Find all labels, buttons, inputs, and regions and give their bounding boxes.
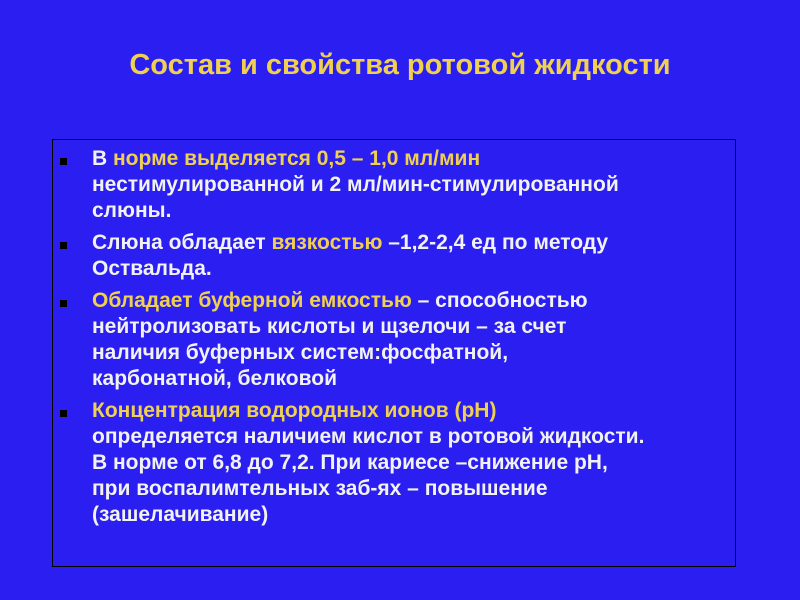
- bullet-text: при воспалимтельных заб-ях – повышение: [92, 477, 548, 500]
- bullet-text: карбонатной, белковой: [92, 367, 337, 390]
- bullet-line: [92, 450, 733, 476]
- bullet-text: слюны.: [92, 199, 172, 222]
- bullet-line: [92, 340, 733, 366]
- square-bullet-icon: [60, 410, 67, 417]
- bullet-line: [92, 502, 733, 528]
- bullet-line: [92, 256, 733, 282]
- bullet-line: [92, 424, 733, 450]
- bullet-line: [92, 288, 733, 314]
- bullet-line: [92, 476, 733, 502]
- square-bullet-icon: [60, 158, 67, 165]
- bullet-item: [57, 288, 733, 392]
- bullet-list: [57, 146, 733, 534]
- bullet-text: наличия буферных систем:фосфатной,: [92, 341, 509, 364]
- bullet-item: [57, 230, 733, 282]
- highlighted-text: Обладает буферной емкостью: [92, 289, 412, 312]
- bullet-text: определяется наличием кислот в ротовой жидкости.: [92, 425, 645, 448]
- highlighted-text: вязкостью: [271, 231, 389, 254]
- slide-title: Состав и свойства ротовой жидкости: [129, 49, 671, 81]
- bullet-text: В норме от 6,8 до 7,2. При кариесе –снижение рН,: [92, 451, 608, 474]
- bullet-line: [92, 146, 733, 172]
- bullet-line: [92, 314, 733, 340]
- bullet-text: –1,2-2,4 ед по методу: [388, 231, 609, 254]
- bullet-text: (зашелачивание): [92, 503, 269, 526]
- square-bullet-icon: [60, 242, 67, 249]
- bullet-text: нестимулированной и 2 мл/мин-стимулированной: [92, 173, 619, 196]
- bullet-text: Слюна обладает: [92, 231, 272, 254]
- highlighted-text: Концентрация водородных ионов (рН): [92, 399, 497, 422]
- bullet-text: В: [92, 147, 113, 170]
- bullet-item: [57, 398, 733, 528]
- highlighted-text: норме выделяется 0,5 – 1,0 мл/мин: [113, 147, 481, 170]
- bullet-line: [92, 230, 733, 256]
- square-bullet-icon: [60, 300, 67, 307]
- bullet-line: [92, 198, 733, 224]
- bullet-text: – способностью: [411, 289, 588, 312]
- bullet-line: [92, 366, 733, 392]
- bullet-item: [57, 146, 733, 224]
- bullet-line: [92, 398, 733, 424]
- bullet-text: нейтролизовать кислоты и щзелочи – за счет: [92, 315, 567, 338]
- bullet-text: Оствальда.: [92, 257, 212, 280]
- bullet-line: [92, 172, 733, 198]
